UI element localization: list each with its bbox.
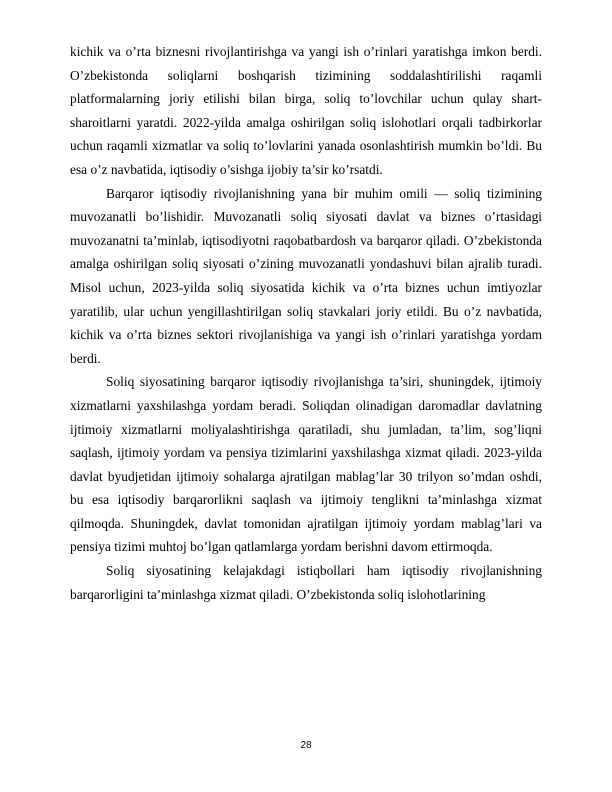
paragraph-4: Soliq siyosatining kelajakdagi istiqbollari ham iqtisodiy rivojlanishning barqarorligini ta’minlashga xizmat qiladi. O’zbekistonda soliq islohotlarining — [70, 563, 542, 602]
paragraph-1: kichik va o’rta biznesni rivojlantirishga va yangi ish o’rinlari yaratishga imkon berdi. O’zbekistonda soliqlarni boshqarish tizimining soddalashtirilishi raqamli platformalarning joriy etilishi bilan birga, soliq to’lovchilar uchun qulay shart-sharoitlarni yaratdi. 2022-yilda amalga oshirilgan soliq islohotlari orqali tadbirkorlar uchun raqamli xizmatlar va soliq to’lovlarini yanada osonlashtirish mumkin bo’ldi. Bu esa o’z navbatida, iqtisodiy o’sishga ijobiy ta’sir ko’rsatdi. — [70, 44, 542, 177]
page-number: 28 — [300, 740, 312, 751]
paragraph-3: Soliq siyosatining barqaror iqtisodiy rivojlanishga ta’siri, shuningdek, ijtimoiy xizmatlarni yaxshilashga yordam beradi. Soliqdan olinadigan daromadlar davlatning ijtimoiy xizmatlarni moliyalashtirishga qaratiladi, shu jumladan, ta’lim, sog’liqni saqlash, ijtimoiy yordam va pensiya tizimlarini yaxshilashga xizmat qiladi. 2023-yilda davlat byudjetidan ijtimoiy sohalarga ajratilgan mablag’lar 30 trilyon so’mdan oshdi, bu esa iqtisodiy barqarorlikni saqlash va ijtimoiy tenglikni ta’minlashga xizmat qilmoqda. Shuningdek, davlat tomonidan ajratilgan ijtimoiy yordam mablag’lari va pensiya tizimi muhtoj bo’lgan qatlamlarga yordam berishni davom ettirmoqda. — [70, 374, 542, 555]
paragraph-2: Barqaror iqtisodiy rivojlanishning yana bir muhim omili — soliq tizimining muvozanatli bo’lishidir. Muvozanatli soliq siyosati davlat va biznes o’rtasidagi muvozanatni ta’minlab, iqtisodiyotni raqobatbardosh va barqaror qiladi. O’zbekistonda amalga oshirilgan soliq siyosati o’zining muvozanatli yondashuvi bilan ajralib turadi. Misol uchun, 2023-yilda soliq siyosatida kichik va o’rta biznes uchun imtiyozlar yaratilib, ular uchun yengillashtirilgan soliq stavkalari joriy etildi. Bu o’z navbatida, kichik va o’rta biznes sektori rivojlanishiga va yangi ish o’rinlari yaratishga yordam berdi. — [70, 185, 542, 366]
document-body — [70, 40, 542, 606]
